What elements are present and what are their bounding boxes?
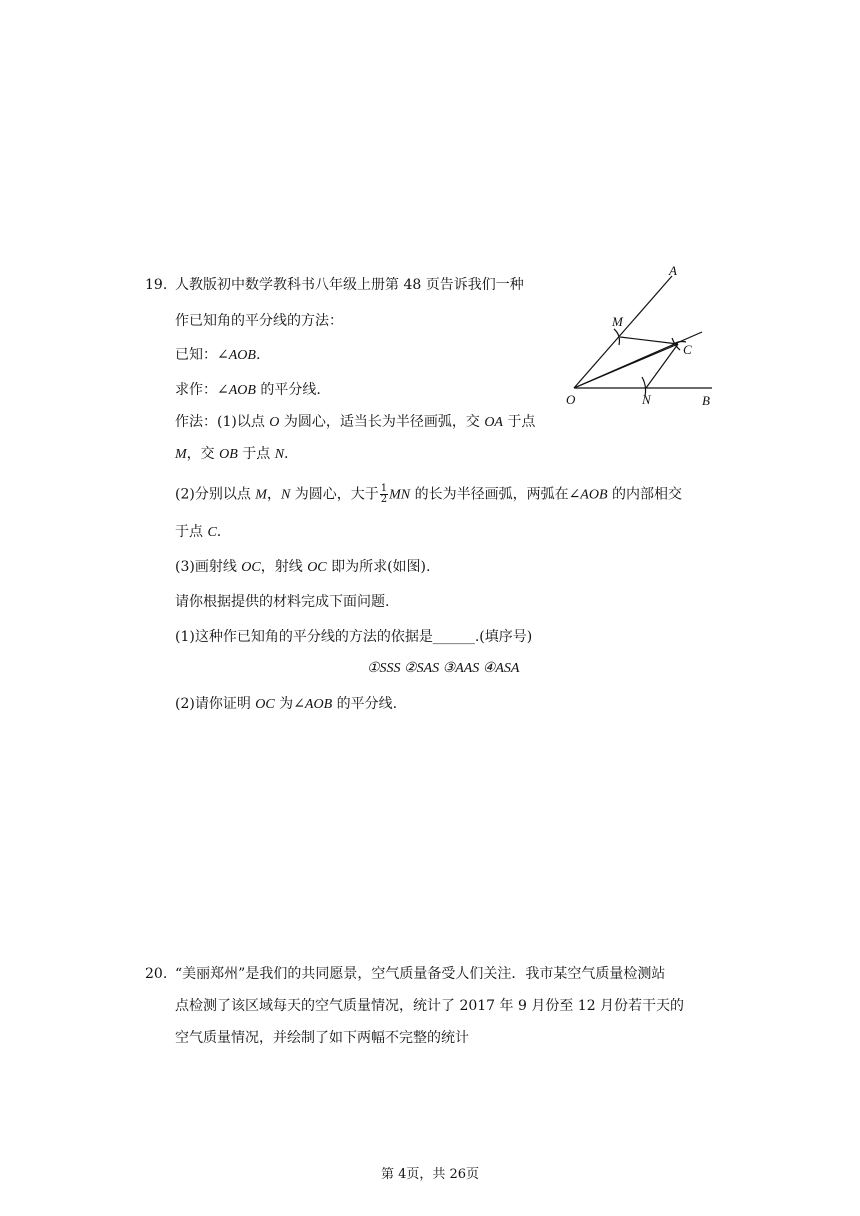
q19-step2-cont — [175, 522, 221, 543]
step2-comma: ， — [266, 486, 281, 503]
fraction-denominator: 2 — [380, 494, 388, 505]
q20-line1: “美丽郑州”是我们的共同愿景，空气质量备受人们关注．我市某空气质量检测站 — [175, 966, 666, 982]
fraction-numerator: 1 — [380, 483, 388, 494]
q19-step1-cont — [175, 444, 289, 465]
q20-line3: 空气质量情况，并绘制了如下两幅不完整的统计 — [175, 1030, 469, 1046]
step1-text-c: 于点 — [502, 414, 536, 430]
q19-sub1: (1)这种作已知角的平分线的方法的依据是______.(填序号) — [175, 629, 533, 645]
label-o: O — [566, 392, 576, 407]
step3-text-a: (3)画射线 — [175, 559, 242, 575]
sub2-text-b: 为 — [274, 696, 294, 712]
step3-text-b: ，射线 — [260, 559, 308, 575]
known-end: . — [255, 347, 261, 363]
label-n: N — [642, 392, 651, 407]
step2-angle: ∠AOB — [568, 487, 608, 503]
known-label: 已知： — [175, 347, 217, 363]
q19-prompt: 请你根据提供的材料完成下面问题. — [175, 594, 390, 610]
find-angle: ∠AOB — [217, 383, 256, 398]
step1-text-e: 于点 — [237, 446, 275, 462]
sub2-text-c: 的平分线. — [332, 696, 398, 712]
q19-step1 — [175, 412, 535, 433]
step1-text-d: ，交 — [186, 446, 220, 462]
step2-text-c: 的长为半径画弧，两弧在 — [410, 486, 569, 503]
q19-line1: 人教版初中数学教科书八年级上册第 48 页告诉我们一种 — [175, 277, 524, 293]
point-o: O — [269, 415, 280, 430]
point-m: M — [175, 447, 187, 462]
q19-options: ①SSS ②SAS ③AAS ④ASA — [367, 661, 520, 676]
step2-text-b: 为圆心，大于 — [290, 486, 379, 503]
fraction-one-half — [380, 484, 388, 505]
angle-bisector-figure — [562, 262, 722, 412]
step1-text-f: . — [284, 446, 289, 462]
q20-line2: 点检测了该区域每天的空气质量情况，统计了 2017 年 9 月份至 12 月份若干天的 — [175, 998, 685, 1014]
ray-oa: OA — [484, 415, 503, 430]
sub2-text-a: (2)请你证明 — [175, 696, 256, 712]
step2-text-a: (2)分别以点 — [175, 486, 256, 503]
step2-text-f: . — [216, 524, 222, 540]
sub2-ray-oc: OC — [255, 697, 275, 712]
q19-step2 — [175, 484, 682, 506]
step2-text-e: 于点 — [175, 524, 208, 540]
sub2-angle: ∠AOB — [293, 697, 333, 712]
question-number-20: 20. — [145, 966, 168, 982]
label-a: A — [669, 263, 677, 278]
label-b: B — [702, 393, 710, 408]
step3-text-c: 即为所求(如图). — [326, 559, 431, 575]
step2-point-m: M — [255, 487, 267, 503]
step3-ray-oc-2: OC — [307, 560, 327, 575]
find-label: 求作： — [175, 382, 217, 398]
ray-oa-line — [574, 276, 672, 388]
label-c: C — [683, 342, 692, 357]
step1-text-b: 为圆心，适当长为半径画弧，交 — [279, 414, 485, 430]
step1-text-a: 作法：(1)以点 — [175, 414, 270, 430]
point-n: N — [274, 447, 285, 462]
q19-known — [175, 345, 260, 366]
step2-text-d: 的内部相交 — [607, 486, 682, 503]
find-end: 的平分线. — [260, 382, 321, 398]
segment-mn: MN — [389, 487, 411, 503]
q19-step3 — [175, 557, 430, 578]
question-number-19: 19. — [145, 277, 168, 293]
label-m: M — [612, 314, 623, 329]
step2-point-n: N — [280, 487, 291, 503]
segment-mc-line — [620, 337, 678, 344]
q19-find — [175, 380, 321, 401]
known-angle: ∠AOB — [217, 348, 256, 363]
step3-ray-oc: OC — [241, 560, 261, 575]
ray-ob: OB — [219, 447, 238, 462]
q19-sub2 — [175, 694, 397, 715]
point-c: C — [207, 525, 217, 540]
page-footer: 第 4页，共 26页 — [380, 1167, 480, 1182]
q19-line2: 作已知角的平分线的方法： — [175, 313, 343, 329]
arc-at-m — [614, 329, 619, 345]
